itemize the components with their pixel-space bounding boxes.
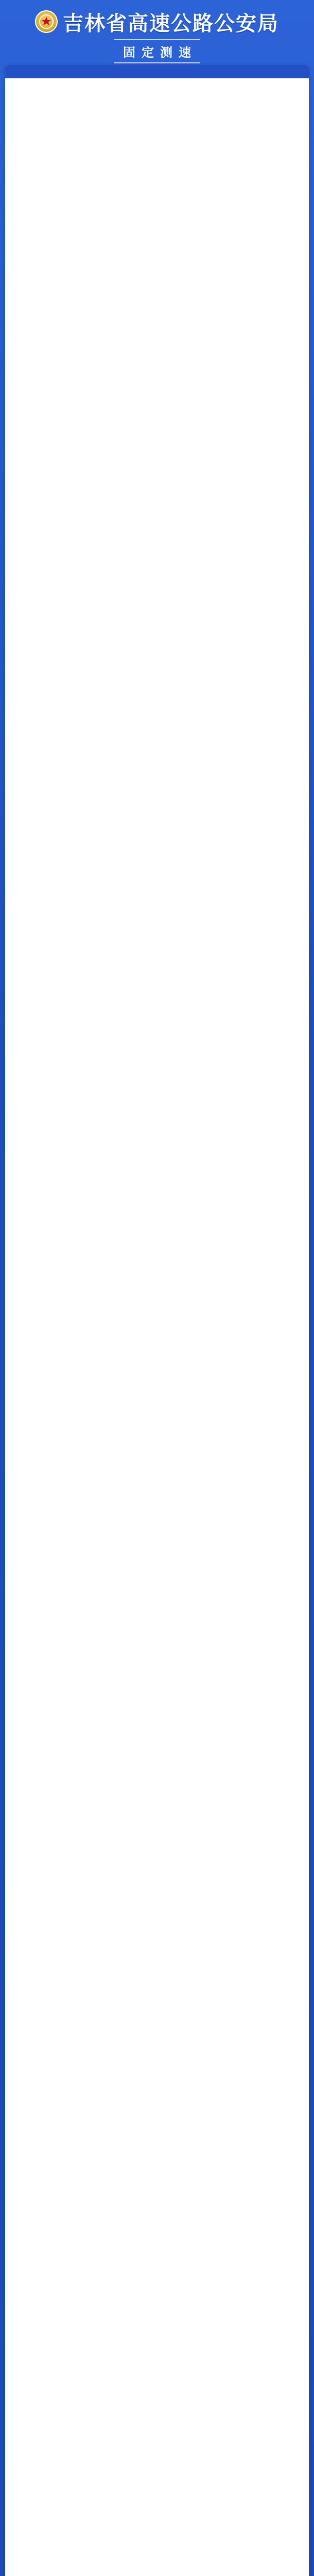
speed-camera-list[interactable] <box>5 65 309 2576</box>
page-header <box>5 7 309 36</box>
subtitle-wrap <box>5 39 309 63</box>
list-header <box>5 65 309 78</box>
page-title: 吉林省高速公路公安局 <box>63 11 279 36</box>
police-emblem-icon <box>35 10 58 33</box>
page-subtitle: 固定测速 <box>114 39 200 63</box>
